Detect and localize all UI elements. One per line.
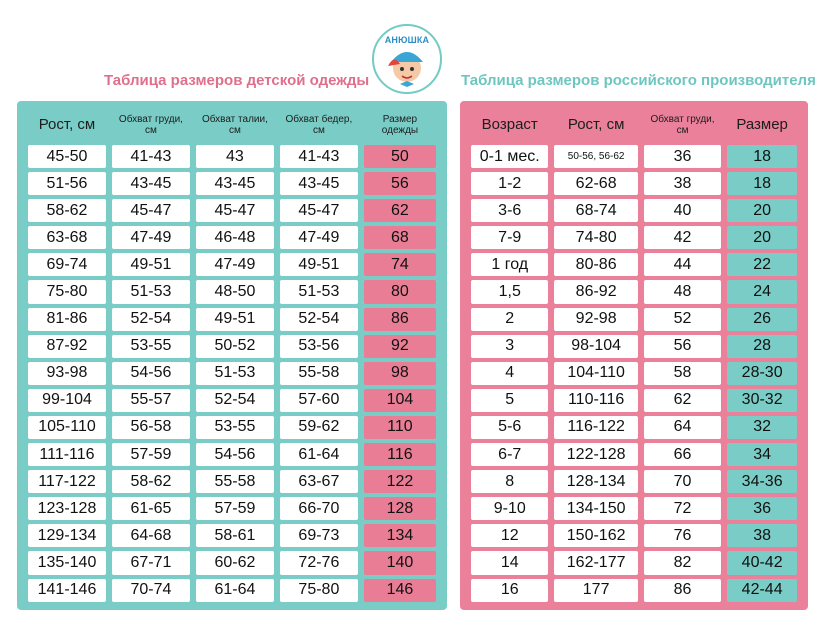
table-cell: 60-62	[196, 551, 274, 574]
table-cell: 92	[364, 335, 436, 358]
table-cell: 62-68	[554, 172, 637, 195]
table-cell: 56	[644, 335, 721, 358]
table-cell: 70	[644, 470, 721, 493]
table-cell: 6-7	[471, 443, 548, 466]
table-cell: 20	[727, 199, 797, 222]
table-cell: 36	[727, 497, 797, 520]
table-cell: 64	[644, 416, 721, 439]
table-row	[25, 468, 439, 495]
table-cell: 116	[364, 443, 436, 466]
table-cell: 80	[364, 280, 436, 303]
table-cell: 68-74	[554, 199, 637, 222]
table-cell: 8	[471, 470, 548, 493]
table-cell: 134-150	[554, 497, 637, 520]
table-cell: 45-50	[28, 145, 106, 168]
table-cell: 5	[471, 389, 548, 412]
table-cell: 58-62	[112, 470, 190, 493]
table-cell: 80-86	[554, 253, 637, 276]
table-cell: 43-45	[196, 172, 274, 195]
table-cell: 99-104	[28, 389, 106, 412]
table-cell: 16	[471, 579, 548, 602]
table-cell: 49-51	[196, 308, 274, 331]
table-row	[468, 251, 800, 278]
table-cell: 123-128	[28, 497, 106, 520]
table-row	[25, 143, 439, 170]
table-cell: 98	[364, 362, 436, 385]
table-cell: 45-47	[196, 199, 274, 222]
table-cell: 26	[727, 308, 797, 331]
table-cell: 134	[364, 524, 436, 547]
table-cell: 110-116	[554, 389, 637, 412]
table-row	[468, 360, 800, 387]
table-cell: 53-56	[280, 335, 358, 358]
table-cell: 30-32	[727, 389, 797, 412]
table-cell: 62	[364, 199, 436, 222]
table-cell: 41-43	[280, 145, 358, 168]
table-cell: 64-68	[112, 524, 190, 547]
table-cell: 51-53	[112, 280, 190, 303]
table-cell: 67-71	[112, 551, 190, 574]
table-cell: 57-59	[196, 497, 274, 520]
table-cell: 55-57	[112, 389, 190, 412]
table-row	[468, 495, 800, 522]
table-cell: 49-51	[112, 253, 190, 276]
table-cell: 38	[644, 172, 721, 195]
table-cell: 129-134	[28, 524, 106, 547]
table-cell: 61-65	[112, 497, 190, 520]
table-cell: 162-177	[554, 551, 637, 574]
table-cell: 122-128	[554, 443, 637, 466]
table-cell: 41-43	[112, 145, 190, 168]
table-cell: 57-60	[280, 389, 358, 412]
table-cell: 58-62	[28, 199, 106, 222]
table-cell: 55-58	[280, 362, 358, 385]
table-cell: 48-50	[196, 280, 274, 303]
table-row	[25, 278, 439, 305]
table-row	[25, 495, 439, 522]
table-row	[25, 197, 439, 224]
header-height: Рост, см	[567, 116, 625, 133]
table-cell: 66	[644, 443, 721, 466]
table-row	[468, 414, 800, 441]
table-cell: 62	[644, 389, 721, 412]
table-cell: 56	[364, 172, 436, 195]
table-row	[25, 414, 439, 441]
table-cell: 75-80	[28, 280, 106, 303]
left-table-body	[25, 143, 439, 604]
table-cell: 117-122	[28, 470, 106, 493]
table-cell: 116-122	[554, 416, 637, 439]
table-cell: 70-74	[112, 579, 190, 602]
table-cell: 128	[364, 497, 436, 520]
table-cell: 56-58	[112, 416, 190, 439]
table-cell: 0-1 мес.	[471, 145, 548, 168]
table-cell: 69-74	[28, 253, 106, 276]
table-cell: 86	[364, 308, 436, 331]
table-cell: 14	[471, 551, 548, 574]
table-cell: 150-162	[554, 524, 637, 547]
table-cell: 36	[644, 145, 721, 168]
table-cell: 51-56	[28, 172, 106, 195]
table-cell: 20	[727, 226, 797, 249]
table-cell: 66-70	[280, 497, 358, 520]
table-cell: 45-47	[112, 199, 190, 222]
table-cell: 47-49	[112, 226, 190, 249]
header-hips: Обхват бедер, см	[285, 114, 353, 136]
table-cell: 98-104	[554, 335, 637, 358]
table-cell: 48	[644, 280, 721, 303]
russian-size-table	[460, 101, 808, 610]
table-cell: 2	[471, 308, 548, 331]
table-cell: 47-49	[196, 253, 274, 276]
table-cell: 51-53	[280, 280, 358, 303]
table-cell: 50-56, 56-62	[554, 145, 637, 168]
table-cell: 104	[364, 389, 436, 412]
table-cell: 40-42	[727, 551, 797, 574]
table-cell: 4	[471, 362, 548, 385]
table-cell: 92-98	[554, 308, 637, 331]
table-row	[468, 143, 800, 170]
table-cell: 87-92	[28, 335, 106, 358]
table-cell: 140	[364, 551, 436, 574]
table-row	[468, 278, 800, 305]
table-cell: 54-56	[112, 362, 190, 385]
table-cell: 74-80	[554, 226, 637, 249]
table-cell: 135-140	[28, 551, 106, 574]
table-cell: 42-44	[727, 579, 797, 602]
table-cell: 104-110	[554, 362, 637, 385]
table-row	[25, 549, 439, 576]
table-cell: 58-61	[196, 524, 274, 547]
table-cell: 3-6	[471, 199, 548, 222]
header-size: Размер одежды	[381, 114, 419, 136]
table-cell: 82	[644, 551, 721, 574]
table-row	[25, 251, 439, 278]
header-chest: Обхват груди, см	[118, 114, 183, 136]
table-row	[468, 306, 800, 333]
table-cell: 61-64	[196, 579, 274, 602]
table-cell: 52-54	[196, 389, 274, 412]
table-cell: 128-134	[554, 470, 637, 493]
left-table-title: Таблица размеров детской одежды	[104, 72, 370, 89]
table-cell: 18	[727, 145, 797, 168]
table-row	[468, 577, 800, 604]
table-cell: 3	[471, 335, 548, 358]
table-cell: 43	[196, 145, 274, 168]
table-row	[468, 333, 800, 360]
table-cell: 72	[644, 497, 721, 520]
table-row	[468, 387, 800, 414]
table-cell: 12	[471, 524, 548, 547]
table-cell: 5-6	[471, 416, 548, 439]
table-cell: 110	[364, 416, 436, 439]
table-cell: 1-2	[471, 172, 548, 195]
table-cell: 1 год	[471, 253, 548, 276]
table-cell: 63-68	[28, 226, 106, 249]
table-cell: 40	[644, 199, 721, 222]
table-cell: 7-9	[471, 226, 548, 249]
table-cell: 43-45	[112, 172, 190, 195]
table-cell: 63-67	[280, 470, 358, 493]
table-cell: 52	[644, 308, 721, 331]
table-row	[468, 441, 800, 468]
table-cell: 51-53	[196, 362, 274, 385]
table-cell: 1,5	[471, 280, 548, 303]
right-table-body	[468, 143, 800, 604]
table-cell: 81-86	[28, 308, 106, 331]
table-cell: 146	[364, 579, 436, 602]
header-chest: Обхват груди, см	[650, 114, 715, 136]
header-age: Возраст	[481, 116, 538, 133]
table-row	[468, 197, 800, 224]
table-cell: 53-55	[196, 416, 274, 439]
table-row	[25, 577, 439, 604]
table-row	[25, 441, 439, 468]
table-cell: 52-54	[112, 308, 190, 331]
table-cell: 24	[727, 280, 797, 303]
table-cell: 72-76	[280, 551, 358, 574]
brand-logo	[372, 24, 442, 94]
table-cell: 55-58	[196, 470, 274, 493]
table-cell: 46-48	[196, 226, 274, 249]
table-cell: 45-47	[280, 199, 358, 222]
table-row	[468, 224, 800, 251]
table-cell: 50-52	[196, 335, 274, 358]
table-cell: 53-55	[112, 335, 190, 358]
table-cell: 58	[644, 362, 721, 385]
table-cell: 34	[727, 443, 797, 466]
table-row	[25, 306, 439, 333]
table-cell: 75-80	[280, 579, 358, 602]
table-cell: 68	[364, 226, 436, 249]
table-cell: 93-98	[28, 362, 106, 385]
table-row	[25, 333, 439, 360]
table-cell: 47-49	[280, 226, 358, 249]
table-cell: 43-45	[280, 172, 358, 195]
table-cell: 86-92	[554, 280, 637, 303]
table-row	[25, 170, 439, 197]
table-cell: 28	[727, 335, 797, 358]
table-row	[468, 170, 800, 197]
table-cell: 141-146	[28, 579, 106, 602]
table-row	[25, 224, 439, 251]
table-cell: 57-59	[112, 443, 190, 466]
table-cell: 76	[644, 524, 721, 547]
left-table-header	[25, 107, 439, 143]
table-row	[25, 387, 439, 414]
table-row	[468, 468, 800, 495]
table-cell: 22	[727, 253, 797, 276]
table-cell: 105-110	[28, 416, 106, 439]
header-waist: Обхват талии, см	[201, 114, 268, 136]
table-row	[25, 522, 439, 549]
table-cell: 50	[364, 145, 436, 168]
table-cell: 32	[727, 416, 797, 439]
table-cell: 34-36	[727, 470, 797, 493]
table-cell: 38	[727, 524, 797, 547]
header-height: Рост, см	[38, 116, 96, 133]
right-table-header	[468, 107, 800, 143]
table-cell: 177	[554, 579, 637, 602]
table-row	[25, 360, 439, 387]
table-cell: 9-10	[471, 497, 548, 520]
table-cell: 74	[364, 253, 436, 276]
header-size: Размер	[736, 116, 788, 133]
table-cell: 111-116	[28, 443, 106, 466]
table-cell: 54-56	[196, 443, 274, 466]
table-cell: 28-30	[727, 362, 797, 385]
children-size-table	[17, 101, 447, 610]
table-cell: 122	[364, 470, 436, 493]
table-cell: 59-62	[280, 416, 358, 439]
table-row	[468, 522, 800, 549]
table-cell: 49-51	[280, 253, 358, 276]
table-row	[468, 549, 800, 576]
table-cell: 42	[644, 226, 721, 249]
right-table-title: Таблица размеров российского производителя	[461, 72, 816, 89]
table-cell: 18	[727, 172, 797, 195]
table-cell: 61-64	[280, 443, 358, 466]
table-cell: 69-73	[280, 524, 358, 547]
table-cell: 44	[644, 253, 721, 276]
table-cell: 52-54	[280, 308, 358, 331]
logo-text: АНЮШКА	[384, 35, 430, 45]
table-cell: 86	[644, 579, 721, 602]
